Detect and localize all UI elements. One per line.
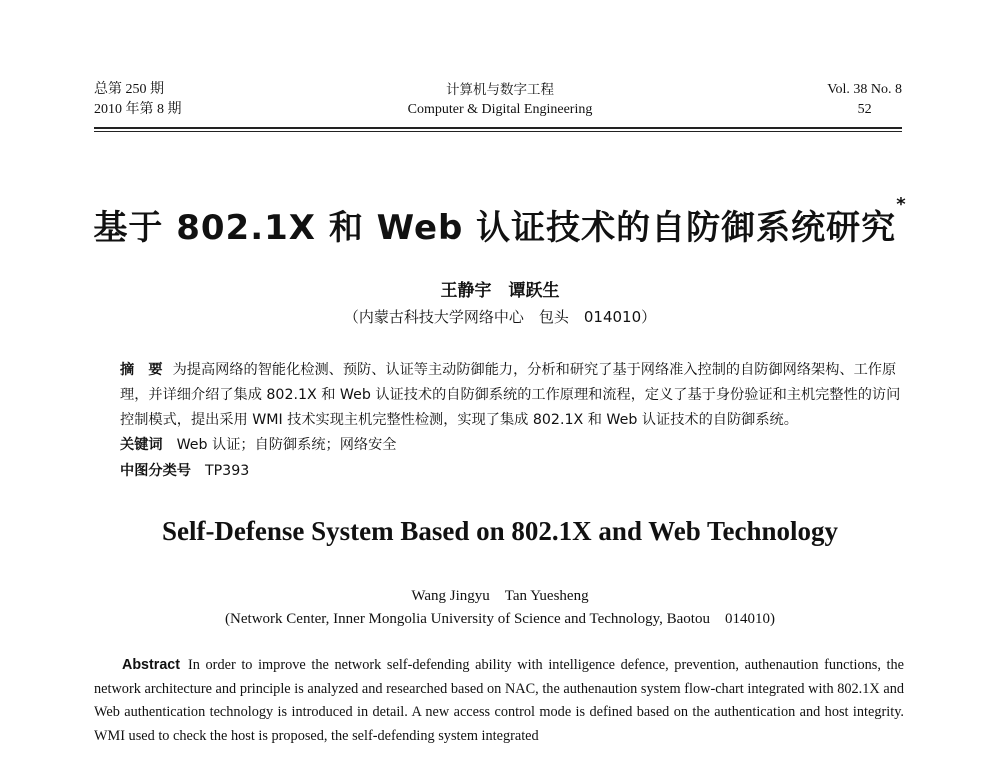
abstract-en [94, 654, 904, 748]
keywords-cn-label: 关键词 [120, 437, 163, 453]
authors-cn: 王静宇 谭跃生 [440, 281, 560, 301]
keywords-cn [120, 434, 396, 454]
issue-year: 2010 年第 8 期 [94, 102, 182, 117]
journal-name-en: Computer & Digital Engineering [407, 102, 593, 117]
classification-cn-text: TP393 [204, 463, 250, 479]
issue-total: 总第 250 期 [94, 82, 164, 97]
paper-title-cn [0, 194, 1000, 249]
volume-number: Vol. 38 No. 8 [827, 82, 902, 97]
affiliation-cn: （内蒙古科技大学网络中心 包头 014010） [343, 308, 657, 326]
keywords-cn-text: Web 认证；自防御系统；网络安全 [176, 437, 397, 453]
abstract-en-label: Abstract [122, 657, 180, 673]
affiliation-en: (Network Center, Inner Mongolia University of Science and Technology, Baotou 014010) [225, 611, 775, 627]
title-footnote-mark: * [896, 194, 907, 215]
abstract-cn-text: 为提高网络的智能化检测、预防、认证等主动防御能力，分析和研究了基于网络准入控制的自防御网络架构、工作原理，并详细介绍了集成 802.1X 和 Web 认证技术的自防御系统的工作原理和流程，定义了基于身份验证和主机完整性的访问控制模式，提出采用 WMI 技术实现主机完整性检测，实现了集成 802.1X 和 Web 认证技术的自防御系统。 [120, 362, 901, 428]
volume-info [827, 80, 902, 120]
header-rule [94, 127, 902, 129]
issue-info [94, 80, 182, 120]
paper-title-cn-text: 基于 802.1X 和 Web 认证技术的自防御系统研究 [93, 208, 897, 248]
classification-cn-label: 中图分类号 [120, 463, 191, 479]
page-number: 52 [857, 102, 872, 117]
abstract-cn-label: 摘 要 [120, 362, 163, 378]
classification-cn [120, 460, 249, 480]
paper-title-en: Self-Defense System Based on 802.1X and Web Technology [161, 516, 839, 546]
header-rule-thin [94, 131, 902, 132]
authors-en: Wang Jingyu Tan Yuesheng [411, 588, 589, 604]
journal-name-cn: 计算机与数字工程 [446, 82, 554, 98]
abstract-cn [120, 358, 905, 433]
abstract-en-text: In order to improve the network self-defending ability with intelligence defence, prevention, authenaution functions, the network architecture and principle is analyzed and researched based on NAC, the authenaution system flow-chart integrated with 802.1X and Web authentication technology is introduced in detail. A new access control mode is defined based on the authentication and host integrity. WMI used to check the host is proposed, the self-defending system integrated [94, 657, 904, 744]
journal-name [320, 80, 680, 120]
